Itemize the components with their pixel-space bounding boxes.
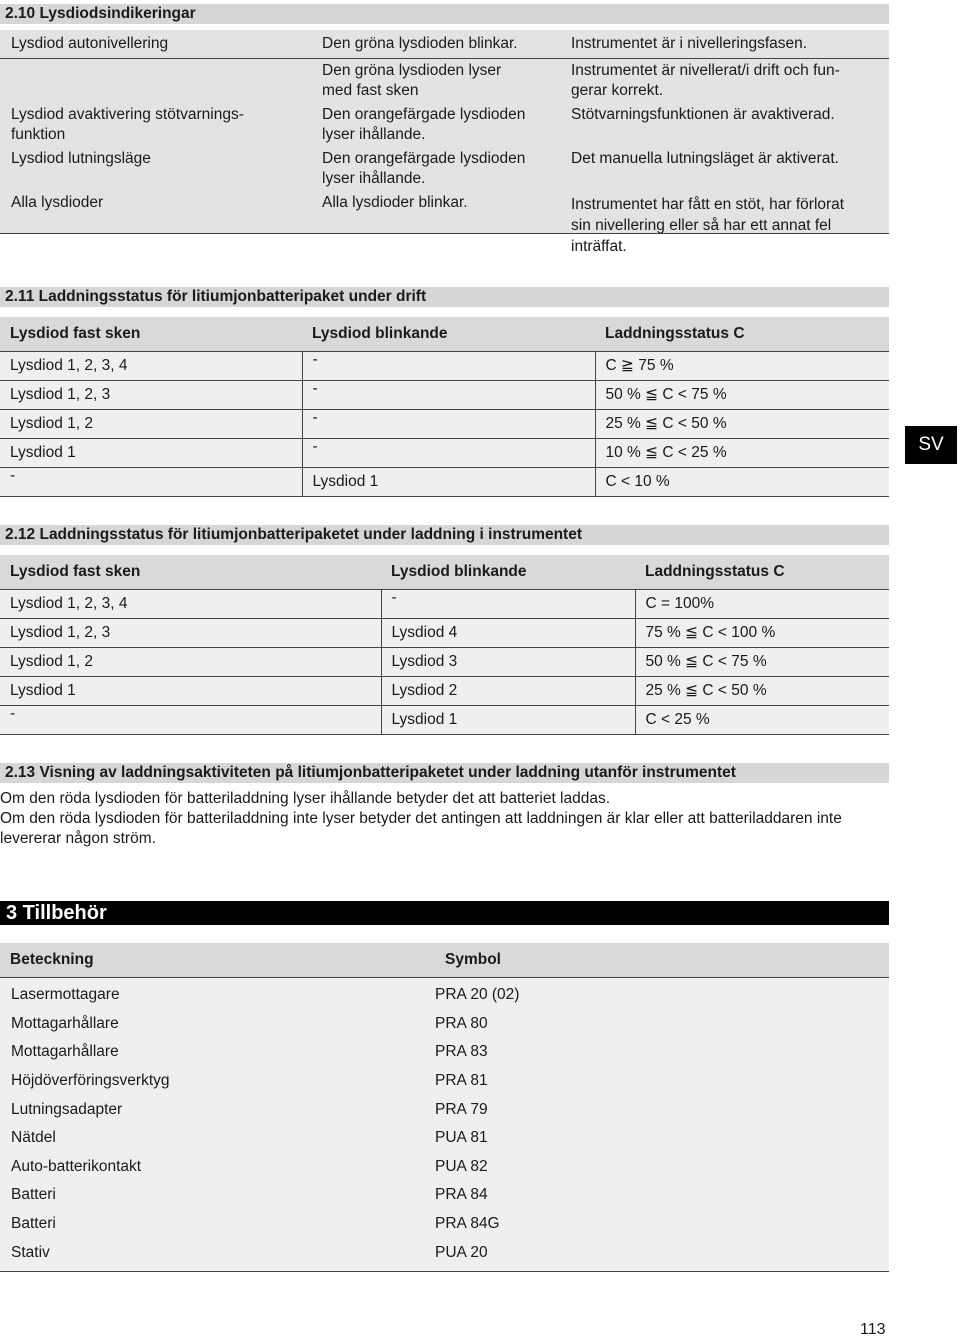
- list-item: [0, 1153, 889, 1182]
- cell: -: [312, 438, 318, 455]
- section-2-12: [0, 525, 889, 735]
- table-row: [0, 30, 889, 59]
- cell: Lysdiod 1, 2: [0, 648, 381, 677]
- led-indication-table: [0, 30, 889, 255]
- list-item: [0, 1038, 889, 1067]
- cell: Lysdiod 1, 2, 3: [0, 619, 381, 648]
- cell-state: Den orangefärgade lysdioden lyser ihållande.: [322, 106, 526, 143]
- accessory-symbol: PRA 80: [435, 1014, 488, 1032]
- accessory-symbol: PRA 20 (02): [435, 986, 520, 1004]
- table-row: [0, 352, 889, 381]
- cell-led: Lysdiod lutningsläge: [11, 150, 151, 167]
- section-2-13: [0, 763, 889, 783]
- accessory-symbol: PRA 84: [435, 1186, 488, 1204]
- table-row: [0, 706, 889, 735]
- accessory-symbol: PUA 20: [435, 1243, 488, 1261]
- cell: Lysdiod 1: [381, 706, 635, 735]
- header-cell: Lysdiod fast sken: [0, 555, 381, 590]
- cell: 50 % ≦ C < 75 %: [595, 381, 889, 410]
- header-cell: Laddningsstatus C: [635, 555, 889, 590]
- cell-state: Alla lysdioder blinkar.: [322, 194, 468, 211]
- accessory-name: Lasermottagare: [11, 986, 120, 1004]
- cell-led: Lysdiod avaktivering stötvarnings- funktion: [11, 106, 244, 143]
- table-row: [0, 439, 889, 468]
- accessory-name: Lutningsadapter: [11, 1100, 123, 1118]
- cell: Lysdiod 1, 2, 3, 4: [0, 590, 381, 619]
- cell: -: [10, 467, 16, 484]
- accessory-symbol: PRA 83: [435, 1043, 488, 1061]
- chapter-3-title: 3 Tillbehör: [0, 901, 889, 925]
- cell: Lysdiod 2: [381, 677, 635, 706]
- list-item: [0, 981, 889, 1010]
- list-item: [0, 1095, 889, 1124]
- header-cell: Symbol: [435, 943, 889, 978]
- list-item: [0, 1210, 889, 1239]
- accessory-name: Höjdöverföringsverktyg: [11, 1072, 170, 1090]
- accessory-name: Mottagarhållare: [11, 1043, 119, 1061]
- accessory-symbol: PUA 82: [435, 1157, 488, 1175]
- paragraph: Om den röda lysdioden för batteriladdning lyser ihållande betyder det att batteriet laddas.: [0, 790, 611, 807]
- accessory-name: Nätdel: [11, 1129, 56, 1147]
- cell: 75 % ≦ C < 100 %: [635, 619, 889, 648]
- table-row: [0, 619, 889, 648]
- section-accessories: [0, 943, 889, 1272]
- header-cell: Lysdiod blinkande: [381, 555, 635, 590]
- section-2-10-title: 2.10 Lysdiodsindikeringar: [0, 4, 889, 24]
- cell: -: [312, 380, 318, 397]
- cell-state: Den gröna lysdioden lyser med fast sken: [322, 62, 502, 99]
- cell: C < 25 %: [635, 706, 889, 735]
- cell: -: [312, 351, 318, 368]
- cell: C = 100%: [635, 590, 889, 619]
- header-cell: Lysdiod fast sken: [0, 317, 302, 352]
- section-2-12-title: 2.12 Laddningsstatus för litiumjonbatteripaketet under laddning i instrumentet: [0, 525, 889, 545]
- table-row: [0, 590, 889, 619]
- accessory-symbol: PRA 84G: [435, 1215, 500, 1233]
- table-row: [0, 410, 889, 439]
- cell: Lysdiod 1, 2, 3: [0, 381, 302, 410]
- header-cell: Lysdiod blinkande: [302, 317, 595, 352]
- cell: Lysdiod 1: [0, 677, 381, 706]
- cell: 10 % ≦ C < 25 %: [595, 439, 889, 468]
- accessories-table: [0, 943, 889, 978]
- list-item: [0, 1010, 889, 1039]
- cell-meaning: Stötvarningsfunktionen är avaktiverad.: [571, 106, 835, 123]
- language-tab: SV: [905, 426, 957, 464]
- table-header-row: [0, 317, 889, 352]
- list-item: [0, 1067, 889, 1096]
- paragraph: Om den röda lysdioden för batteriladdning inte lyser betyder det antingen att laddningen är klar eller att batteriladdaren inte levererar någon ström.: [0, 810, 842, 847]
- cell-meaning: Instrumentet har fått en stöt, har förlorat sin nivellering eller så har ett annat fel inträffat.: [571, 196, 845, 255]
- section-2-13-title: 2.13 Visning av laddningsaktiviteten på litiumjonbatteripaketet under laddning utanför instrumentet: [0, 763, 889, 783]
- cell-led: Lysdiod autonivellering: [11, 35, 169, 52]
- accessory-name: Stativ: [11, 1243, 50, 1261]
- cell: Lysdiod 4: [381, 619, 635, 648]
- accessory-name: Batteri: [11, 1215, 56, 1233]
- accessory-symbol: PRA 81: [435, 1072, 488, 1090]
- section-2-10: [0, 4, 889, 255]
- cell: Lysdiod 1: [302, 468, 595, 497]
- list-item: [0, 1181, 889, 1210]
- table-row: [0, 648, 889, 677]
- cell: C < 10 %: [595, 468, 889, 497]
- cell-led: Alla lysdioder: [11, 194, 104, 211]
- accessory-name: Batteri: [11, 1186, 56, 1204]
- table-header-row: [0, 555, 889, 590]
- table-row: [0, 677, 889, 706]
- page-number: 113: [860, 1321, 886, 1338]
- cell: C ≧ 75 %: [595, 352, 889, 381]
- cell-meaning: Instrumentet är i nivelleringsfasen.: [571, 35, 808, 52]
- cell: Lysdiod 3: [381, 648, 635, 677]
- accessory-symbol: PUA 81: [435, 1129, 488, 1147]
- accessory-name: Mottagarhållare: [11, 1014, 119, 1032]
- cell: 25 % ≦ C < 50 %: [595, 410, 889, 439]
- list-item: [0, 1238, 889, 1267]
- cell-meaning: Det manuella lutningsläget är aktiverat.: [571, 150, 839, 167]
- table-row: [0, 381, 889, 410]
- accessory-symbol: PRA 79: [435, 1100, 488, 1118]
- cell: Lysdiod 1, 2, 3, 4: [0, 352, 302, 381]
- cell: 50 % ≦ C < 75 %: [635, 648, 889, 677]
- battery-status-table-operation: [0, 317, 889, 497]
- battery-status-table-charging: [0, 555, 889, 735]
- cell-state: Den orangefärgade lysdioden lyser ihållande.: [322, 150, 526, 187]
- header-cell: Laddningsstatus C: [595, 317, 889, 352]
- cell: -: [391, 589, 397, 606]
- table-row: [0, 468, 889, 497]
- cell: Lysdiod 1: [0, 439, 302, 468]
- cell: Lysdiod 1, 2: [0, 410, 302, 439]
- accessory-name: Auto-batterikontakt: [11, 1157, 142, 1175]
- table-rows-group: [0, 59, 889, 255]
- cell-meaning: Instrumentet är nivellerat/i drift och fun- gerar korrekt.: [571, 62, 840, 99]
- accessories-list: [0, 978, 889, 1272]
- list-item: [0, 1124, 889, 1153]
- cell: -: [312, 409, 318, 426]
- table-header-row: [0, 943, 889, 978]
- cell: 25 % ≦ C < 50 %: [635, 677, 889, 706]
- header-cell: Beteckning: [0, 943, 435, 978]
- section-2-11: [0, 287, 889, 497]
- cell-state: Den gröna lysdioden blinkar.: [322, 35, 518, 52]
- section-2-11-title: 2.11 Laddningsstatus för litiumjonbatteripaket under drift: [0, 287, 889, 307]
- cell: -: [10, 705, 16, 722]
